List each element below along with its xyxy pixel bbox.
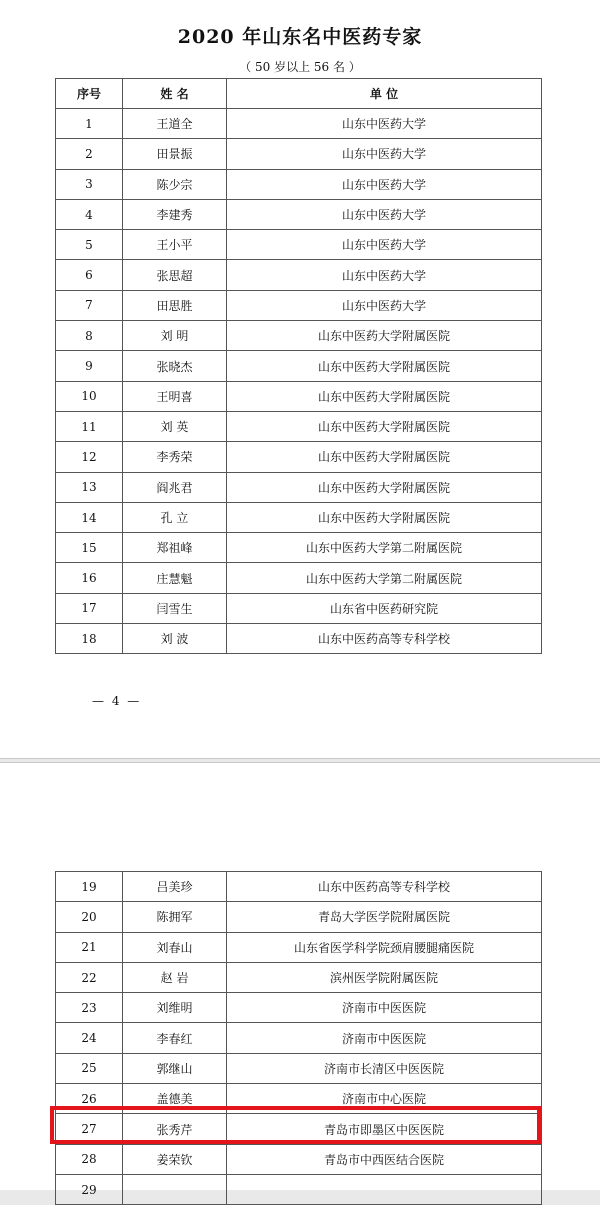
expert-name: 刘春山 bbox=[123, 932, 227, 962]
expert-unit: 山东中医药大学附属医院 bbox=[227, 351, 542, 381]
row-number: 19 bbox=[56, 872, 123, 902]
row-number: 24 bbox=[56, 1023, 123, 1053]
expert-name: 李春红 bbox=[123, 1023, 227, 1053]
expert-name: 庄慧魁 bbox=[123, 563, 227, 593]
expert-name: 田景振 bbox=[123, 139, 227, 169]
expert-unit: 山东中医药大学 bbox=[227, 169, 542, 199]
expert-unit: 山东中医药大学 bbox=[227, 260, 542, 290]
table-row bbox=[56, 872, 542, 902]
table-row bbox=[56, 169, 542, 199]
row-number: 3 bbox=[56, 169, 123, 199]
header-unit: 单 位 bbox=[227, 79, 542, 109]
experts-table-page-1 bbox=[55, 78, 542, 654]
expert-name: 陈少宗 bbox=[123, 169, 227, 199]
expert-unit: 山东中医药高等专科学校 bbox=[227, 624, 542, 654]
expert-unit: 济南市长清区中医医院 bbox=[227, 1053, 542, 1083]
expert-unit: 青岛市中西医结合医院 bbox=[227, 1144, 542, 1174]
expert-unit: 山东中医药大学附属医院 bbox=[227, 472, 542, 502]
table-row bbox=[56, 502, 542, 532]
row-number: 15 bbox=[56, 533, 123, 563]
table-row bbox=[56, 109, 542, 139]
expert-unit: 山东中医药大学 bbox=[227, 109, 542, 139]
row-number: 26 bbox=[56, 1084, 123, 1114]
expert-unit: 山东中医药大学 bbox=[227, 230, 542, 260]
expert-name: 陈拥军 bbox=[123, 902, 227, 932]
row-number: 1 bbox=[56, 109, 123, 139]
row-number: 2 bbox=[56, 139, 123, 169]
expert-name: 刘 英 bbox=[123, 411, 227, 441]
table-header-row bbox=[56, 79, 542, 109]
row-number: 20 bbox=[56, 902, 123, 932]
page-number: — 4 — bbox=[92, 694, 142, 708]
row-number: 16 bbox=[56, 563, 123, 593]
row-number: 21 bbox=[56, 932, 123, 962]
table-row bbox=[56, 624, 542, 654]
row-number: 23 bbox=[56, 993, 123, 1023]
table-row bbox=[56, 932, 542, 962]
row-number: 29 bbox=[56, 1174, 123, 1204]
row-number: 22 bbox=[56, 962, 123, 992]
expert-name: 吕美珍 bbox=[123, 872, 227, 902]
expert-name: 王道全 bbox=[123, 109, 227, 139]
expert-unit: 青岛市即墨区中医医院 bbox=[227, 1114, 542, 1144]
highlight-box bbox=[50, 1106, 541, 1144]
table-row bbox=[56, 442, 542, 472]
row-number: 28 bbox=[56, 1144, 123, 1174]
expert-unit: 山东中医药高等专科学校 bbox=[227, 872, 542, 902]
expert-unit: 山东中医药大学第二附属医院 bbox=[227, 563, 542, 593]
expert-name: 盖德美 bbox=[123, 1084, 227, 1114]
expert-unit: 山东中医药大学附属医院 bbox=[227, 442, 542, 472]
table-row bbox=[56, 962, 542, 992]
expert-unit: 山东中医药大学第二附属医院 bbox=[227, 533, 542, 563]
expert-name: 赵 岩 bbox=[123, 962, 227, 992]
expert-name: 刘 明 bbox=[123, 321, 227, 351]
expert-name: 田思胜 bbox=[123, 290, 227, 320]
row-number: 8 bbox=[56, 321, 123, 351]
table-row bbox=[56, 351, 542, 381]
expert-name: 李秀荣 bbox=[123, 442, 227, 472]
header-name: 姓 名 bbox=[123, 79, 227, 109]
table-row bbox=[56, 593, 542, 623]
row-number: 9 bbox=[56, 351, 123, 381]
row-number: 13 bbox=[56, 472, 123, 502]
expert-unit: 山东中医药大学附属医院 bbox=[227, 321, 542, 351]
expert-unit: 济南市中医医院 bbox=[227, 993, 542, 1023]
expert-name: 孔 立 bbox=[123, 502, 227, 532]
table-row bbox=[56, 1023, 542, 1053]
table-row bbox=[56, 472, 542, 502]
expert-unit: 山东中医药大学附属医院 bbox=[227, 381, 542, 411]
expert-name: 闫雪生 bbox=[123, 593, 227, 623]
expert-name: 阎兆君 bbox=[123, 472, 227, 502]
expert-name: 刘 波 bbox=[123, 624, 227, 654]
table-row bbox=[56, 533, 542, 563]
row-number: 6 bbox=[56, 260, 123, 290]
row-number: 12 bbox=[56, 442, 123, 472]
row-number: 4 bbox=[56, 199, 123, 229]
row-number: 11 bbox=[56, 411, 123, 441]
table-row bbox=[56, 993, 542, 1023]
expert-unit: 滨州医学院附属医院 bbox=[227, 962, 542, 992]
expert-name: 姜荣钦 bbox=[123, 1144, 227, 1174]
expert-unit: 青岛大学医学院附属医院 bbox=[227, 902, 542, 932]
expert-name: 王明喜 bbox=[123, 381, 227, 411]
header-no: 序号 bbox=[56, 79, 123, 109]
expert-unit: 济南市中医医院 bbox=[227, 1023, 542, 1053]
table-row bbox=[56, 230, 542, 260]
expert-unit: 山东省中医药研究院 bbox=[227, 593, 542, 623]
expert-unit: 山东省医学科学院颈肩腰腿痛医院 bbox=[227, 932, 542, 962]
row-number: 27 bbox=[56, 1114, 123, 1144]
row-number: 5 bbox=[56, 230, 123, 260]
document-title: 2020 年山东名中医药专家 bbox=[177, 26, 423, 48]
expert-name: 张秀芹 bbox=[123, 1114, 227, 1144]
expert-unit: 山东中医药大学 bbox=[227, 290, 542, 320]
expert-unit: 山东中医药大学附属医院 bbox=[227, 502, 542, 532]
expert-name: 郑祖峰 bbox=[123, 533, 227, 563]
expert-unit: 济南市中心医院 bbox=[227, 1084, 542, 1114]
table-row bbox=[56, 199, 542, 229]
row-number: 7 bbox=[56, 290, 123, 320]
row-number: 14 bbox=[56, 502, 123, 532]
table-row bbox=[56, 902, 542, 932]
expert-unit: 山东中医药大学 bbox=[227, 139, 542, 169]
expert-unit bbox=[227, 1174, 542, 1204]
document-subtitle: （ 50 岁以上 56 名 ） bbox=[239, 60, 361, 74]
row-number: 25 bbox=[56, 1053, 123, 1083]
experts-table-page-2 bbox=[55, 871, 542, 1205]
table-row bbox=[56, 1174, 542, 1204]
table-row bbox=[56, 563, 542, 593]
expert-name: 张思超 bbox=[123, 260, 227, 290]
expert-name: 张晓杰 bbox=[123, 351, 227, 381]
expert-name: 刘维明 bbox=[123, 993, 227, 1023]
row-number: 10 bbox=[56, 381, 123, 411]
table-row bbox=[56, 290, 542, 320]
expert-unit: 山东中医药大学 bbox=[227, 199, 542, 229]
expert-name bbox=[123, 1174, 227, 1204]
table-row bbox=[56, 260, 542, 290]
expert-name: 王小平 bbox=[123, 230, 227, 260]
table-row bbox=[56, 321, 542, 351]
table-row bbox=[56, 139, 542, 169]
table-row bbox=[56, 1053, 542, 1083]
row-number: 17 bbox=[56, 593, 123, 623]
expert-name: 李建秀 bbox=[123, 199, 227, 229]
expert-name: 郭继山 bbox=[123, 1053, 227, 1083]
table-row bbox=[56, 411, 542, 441]
expert-unit: 山东中医药大学附属医院 bbox=[227, 411, 542, 441]
row-number: 18 bbox=[56, 624, 123, 654]
table-row bbox=[56, 381, 542, 411]
table-row bbox=[56, 1144, 542, 1174]
